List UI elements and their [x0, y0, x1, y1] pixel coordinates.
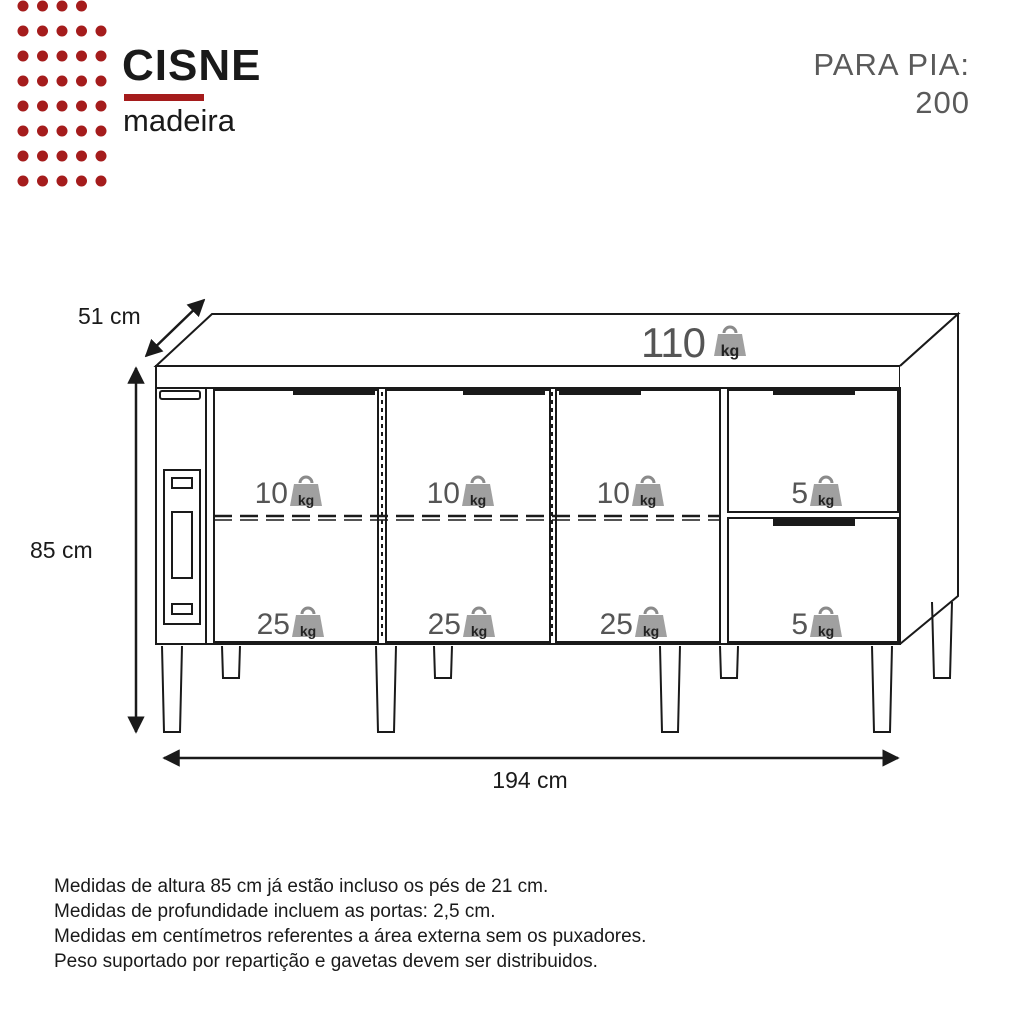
svg-text:kg: kg: [642, 623, 660, 639]
weight-top: [641, 319, 746, 366]
sink-size-line1: PARA PIA:: [813, 47, 970, 82]
width-label: 194 cm: [492, 767, 568, 793]
svg-text:10: 10: [596, 477, 630, 510]
svg-text:5: 5: [791, 608, 808, 641]
note-line: Peso suportado por repartição e gavetas devem ser distribuidos.: [54, 951, 598, 972]
brand-subtitle: madeira: [123, 103, 235, 138]
svg-text:110: 110: [641, 319, 705, 366]
leg-2: [222, 646, 240, 678]
svg-text:kg: kg: [720, 343, 740, 360]
svg-text:25: 25: [427, 608, 461, 641]
svg-text:kg: kg: [469, 492, 487, 508]
note-line: Medidas em centímetros referentes a área externa sem os puxadores.: [54, 926, 647, 947]
leg-4: [434, 646, 452, 678]
svg-text:25: 25: [599, 608, 633, 641]
svg-text:kg: kg: [817, 492, 835, 508]
notes: [54, 874, 646, 974]
svg-text:kg: kg: [817, 623, 835, 639]
door-1-handle: [294, 390, 374, 394]
svg-text:kg: kg: [639, 492, 657, 508]
countertop-front-edge: [156, 366, 900, 388]
drawer-top-handle: [774, 390, 854, 394]
svg-text:5: 5: [791, 477, 808, 510]
brand-name: CISNE: [122, 41, 262, 90]
door-3-handle: [560, 390, 640, 394]
door-2-handle: [464, 390, 544, 394]
height-label: 85 cm: [30, 537, 93, 563]
depth-label: 51 cm: [78, 303, 141, 329]
svg-text:kg: kg: [297, 492, 315, 508]
leg-7: [872, 646, 892, 732]
sink-size-line2: 200: [915, 85, 970, 120]
svg-text:kg: kg: [470, 623, 488, 639]
svg-text:10: 10: [426, 477, 460, 510]
leg-1: [162, 646, 182, 732]
leg-6: [720, 646, 738, 678]
svg-text:25: 25: [256, 608, 290, 641]
svg-text:kg: kg: [299, 623, 317, 639]
countertop: [156, 314, 958, 366]
cabinet-side-panel: [900, 314, 958, 644]
note-line: Medidas de profundidade incluem as portas: 2,5 cm.: [54, 901, 496, 922]
note-line: Medidas de altura 85 cm já estão incluso os pés de 21 cm.: [54, 876, 549, 897]
leg-3: [376, 646, 396, 732]
svg-text:10: 10: [254, 477, 288, 510]
leg-5: [660, 646, 680, 732]
drawer-bottom-handle: [774, 520, 854, 525]
